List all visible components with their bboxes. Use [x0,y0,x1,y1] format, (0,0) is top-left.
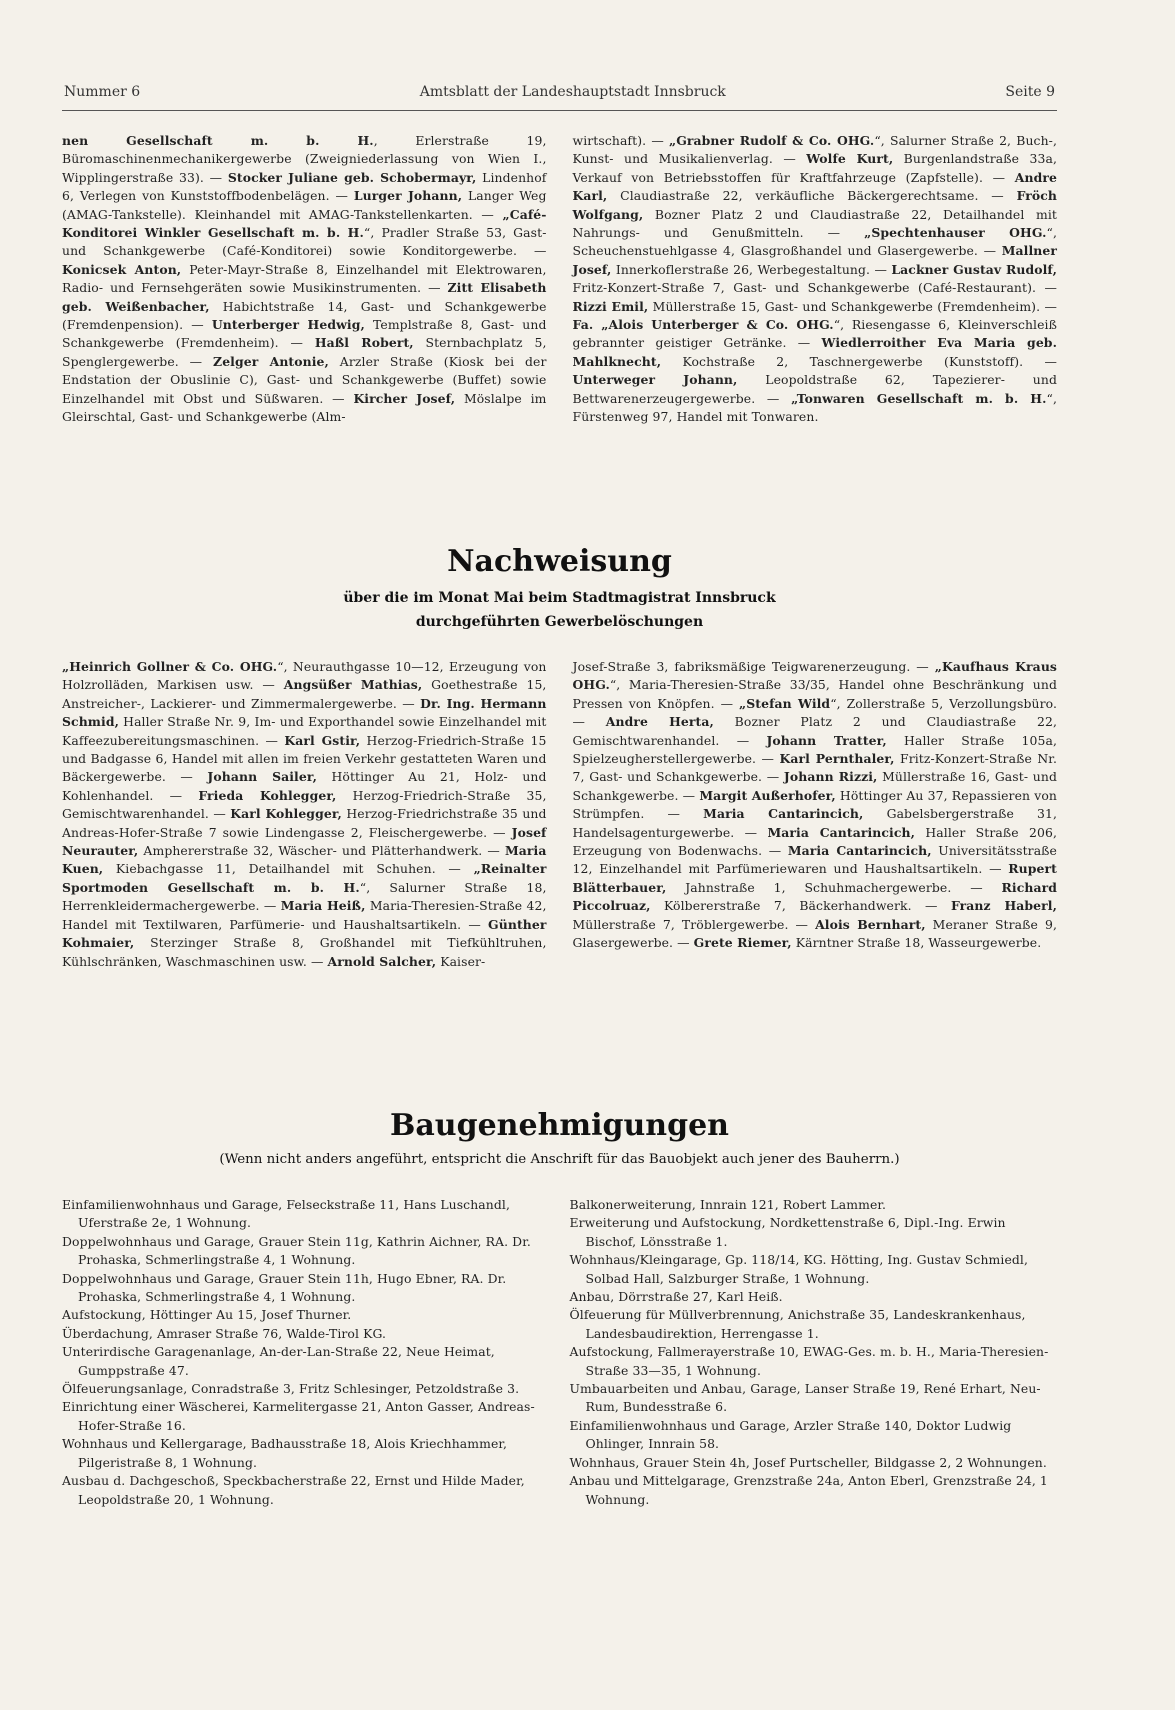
permit-entry: Einrichtung einer Wäscherei, Karmelitergasse 21, Anton Gasser, Andreas-Hofer-Straße 16. [62,1399,535,1433]
entry-name: Andre Herta, [605,714,714,730]
entry-name: Karl Gstir, [284,732,361,748]
section-subtitle-line2: durchgeführten Gewerbelöschungen [415,614,704,630]
permit-entry: Umbauarbeiten und Anbau, Garage, Lanser Straße 19, René Erhart, Neu-Rum, Bundesstraße 6. [569,1381,1041,1415]
permit-entry: Wohnhaus, Grauer Stein 4h, Josef Purtscheller, Bildgasse 2, 2 Wohnungen. [569,1454,1047,1470]
entry-text: Fritz-Konzert-Straße Nr. 7, Gast- und Schankgewerbe. — [572,751,1057,785]
permit-entry: Erweiterung und Aufstockung, Nordkettenstraße 6, Dipl.-Ing. Erwin Bischof, Lönsstraße 1. [569,1215,1006,1249]
entry-name: Lurger Johann, [353,188,463,204]
entry-text: wirtschaft). — [572,133,669,148]
entry-text: Sterzinger Straße 8, Großhandel mit Tiefkühltruhen, Kühlschränken, Waschmaschinen usw. — [62,935,547,969]
entry-name: Margit Außerhofer, [699,787,836,803]
entry-text: Kochstraße 2, Taschnergewerbe (Kunststoff). — [661,353,1057,369]
entry-text: Leopoldstraße 62, Tapezierer- und Bettwarenerzeugergewerbe. — [572,372,1057,406]
permit-entry: Ölfeuerung für Müllverbrennung, Anichstraße 35, Landeskrankenhaus, Landesbaudirektion, Herrengasse 1. [569,1307,1026,1341]
entry-text: Innerkoflerstraße 26, Werbegestaltung. — [611,261,892,277]
permit-entry: Aufstockung, Fallmerayerstraße 10, EWAG-Ges. m. b. H., Maria-Theresien-Straße 33—35, 1 Wohnung. [569,1344,1049,1378]
entry-name: „Spechtenhauser OHG. [864,225,1047,241]
entry-name: Franz Haberl, [950,898,1057,914]
permit-entry: Einfamilienwohnhaus und Garage, Felseckstraße 11, Hans Luschandl, Uferstraße 2e, 1 Wohnung. [62,1197,510,1231]
entry-name: „Kaufhaus Kraus OHG. [572,659,1057,693]
entry-name: nen Gesellschaft m. b. H. [62,133,374,148]
entry-text: “, Pradler Straße 53, Gast- und Schankgewerbe (Café-Konditorei) sowie Konditorgewerbe. — [62,225,547,259]
entry-text: Möslalpe im Gleirschtal, Gast- und Schankgewerbe (Alm- [62,390,547,425]
entry-text: Arzler Straße (Kiosk bei der Endstation der Obuslinie C), Gast- und Schankgewerbe (Buffet) sowie Einzelhandel mit Obst und Süßwaren. — [62,353,547,406]
entry-name: „Grabner Rudolf & Co. OHG. [669,133,875,148]
entry-text: Universitätsstraße 12, Einzelhandel mit Parfümeriewaren und Haushaltsartikeln. — [572,843,1057,877]
section-title-nachweisung: Nachweisung [447,544,672,579]
deletions-right-column [573,658,1058,1058]
entry-text: Bozner Platz 2 und Claudiastraße 22, Detailhandel mit Nahrungs- und Genußmitteln. — [572,206,1057,241]
entry-text: Höttinger Au 21, Holz- und Kohlenhandel. — [62,769,547,803]
permit-entry: Aufstockung, Höttinger Au 15, Josef Thurner. [62,1307,352,1323]
permit-entry: Balkonerweiterung, Innrain 121, Robert Lammer. [569,1197,887,1212]
entry-text: Templstraße 8, Gast- und Schankgewerbe (Fremdenheim). — [62,317,547,351]
entry-name: „Stefan Wild [738,695,831,711]
entry-name: Dr. Ing. Hermann Schmid, [62,695,547,730]
entry-text: Sternbachplatz 5, Spenglergewerbe. — [62,335,547,369]
entry-name: Karl Kohlegger, [230,806,342,822]
permit-entry: Ausbau d. Dachgeschoß, Speckbacherstraße 22, Ernst und Hilde Mader, Leopoldstraße 20, 1 Wohnung. [62,1473,525,1507]
section-subtitle-line1: über die im Monat Mai beim Stadtmagistrat Innsbruck [343,590,776,606]
entry-name: Maria Cantarincich, [767,824,916,840]
registrations-left-column [62,132,547,500]
permits-left-column [62,1196,550,1596]
entry-text: Claudiastraße 22, verkäufliche Bäckergerechtsame. — [607,188,1017,204]
entry-name: Johann Sailer, [207,769,317,785]
entry-name: Rupert Blätterbauer, [572,861,1057,895]
entry-name: Arnold Salcher, [327,953,437,969]
permit-entry: Einfamilienwohnhaus und Garage, Arzler Straße 140, Doktor Ludwig Ohlinger, Innrain 58. [569,1417,1012,1452]
entry-name: Zelger Antonie, [213,353,329,369]
registrations-columns [62,132,1057,500]
entry-name: Mallner Josef, [572,243,1057,277]
entry-text: Gabelsbergerstraße 31, Handelsagenturgewerbe. — [572,806,1058,840]
entry-name: Wolfe Kurt, [806,151,894,167]
publication-title: Amtsblatt der Landeshauptstadt Innsbruck [419,84,726,100]
entry-text: Herzog-Friedrich-Straße 35, Gemischtwarenhandel. — [62,787,547,822]
entry-name: Alois Bernhart, [815,916,926,932]
entry-name: Maria Cantarincich, [703,806,864,822]
entry-text: Herzog-Friedrich-Straße 15 und Badgasse 6, Handel mit allen im freien Verkehr gestatteten Waren und Bäckergewerbe. — [62,732,547,785]
entry-text: Bozner Platz 2 und Claudiastraße 22, Gemischtwarenhandel. — [572,714,1057,748]
permits-columns [62,1196,1057,1596]
entry-text: Kiebachgasse 11, Detailhandel mit Schuhen. — [103,861,474,877]
permit-entry: Anbau, Dörrstraße 27, Karl Heiß. [569,1289,783,1305]
header-rule [62,110,1057,111]
entry-text: Haller Straße Nr. 9, Im- und Exporthandel sowie Einzelhandel mit Kaffeezubereitungsmaschinen. — [62,714,547,748]
entry-text: “, Salurner Straße 2, Buch-, Kunst- und Musikalienverlag. — [572,133,1057,167]
deletions-columns [62,658,1057,1058]
permit-entry: Doppelwohnhaus und Garage, Grauer Stein 11h, Hugo Ebner, RA. Dr. Prohaska, Schmerlingstraße 4, 1 Wohnung. [62,1270,507,1305]
entry-name: Frieda Kohlegger, [198,787,337,803]
issue-number: Nummer 6 [64,84,141,100]
entry-text: Peter-Mayr-Straße 8, Einzelhandel mit Elektrowaren, Radio- und Fernsehgeräten sowie Musikinstrumenten. — [62,261,547,296]
entry-name: Johann Rizzi, [783,769,878,785]
entry-name: Lackner Gustav Rudolf, [891,261,1058,277]
entry-name: Johann Tratter, [766,732,887,748]
entry-name: Josef Neurauter, [62,824,547,859]
entry-text: Müllerstraße 7, Tröblergewerbe. — [572,916,816,932]
entry-text: Jahnstraße 1, Schuhmachergewerbe. — [666,879,1002,895]
entry-text: Habichtstraße 14, Gast- und Schankgewerbe (Fremdenpension). — [62,298,547,333]
entry-text: “, Salurner Straße 18, Herrenkleidermachergewerbe. — [62,879,547,914]
permit-entry: Wohnhaus/Kleingarage, Gp. 118/14, KG. Hötting, Ing. Gustav Schmiedl, Solbad Hall, Salzburger Straße, 1 Wohnung. [569,1252,1029,1286]
entry-name: „Café-Konditorei Winkler Gesellschaft m. b. H. [62,206,547,241]
entry-name: Konicsek Anton, [62,261,182,277]
permits-right-column [570,1196,1058,1596]
entry-name: Stocker Juliane geb. Schobermayr, [227,169,477,185]
entry-name: Andre Karl, [572,169,1057,204]
entry-text: Burgenlandstraße 33a, Verkauf von Betriebsstoffen für Kraftfahrzeuge (Zapfstelle). — [572,151,1057,185]
running-header [64,84,1055,100]
entry-text: “, Riesengasse 6, Kleinverschleiß gebrannter geistiger Getränke. — [572,317,1057,351]
permit-entry: Doppelwohnhaus und Garage, Grauer Stein 11g, Kathrin Aichner, RA. Dr. Prohaska, Schmerlingstraße 4, 1 Wohnung. [62,1233,531,1268]
section-title-baugenehmigungen: Baugenehmigungen [390,1108,729,1143]
entry-text: Josef-Straße 3, fabriksmäßige Teigwarenerzeugung. — [572,659,935,674]
entry-name: Fröch Wolfgang, [572,188,1057,222]
permit-entry: Überdachung, Amraser Straße 76, Walde-Tirol KG. [62,1325,387,1341]
entry-text: Höttinger Au 37, Repassieren von Strümpfen. — [572,787,1057,822]
entry-name: „Reinalter Sportmoden Gesellschaft m. b. H. [62,861,547,895]
entry-text: “, Maria-Theresien-Straße 33/35, Handel ohne Beschränkung und Pressen von Knöpfen. — [572,677,1057,711]
entry-text: Müllerstraße 16, Gast- und Schankgewerbe. — [572,769,1057,803]
entry-name: „Heinrich Gollner & Co. OHG. [62,659,278,674]
entry-name: Grete Riemer, [693,935,792,951]
entry-text: Kärntner Straße 18, Wasseurgewerbe. [791,935,1042,951]
entry-text: Langer Weg (AMAG-Tankstelle). Kleinhandel mit AMAG-Tankstellenkarten. — [62,188,547,222]
registrations-right-column [573,132,1058,500]
entry-name: Rizzi Emil, [572,298,649,314]
entry-name: Angsüßer Mathias, [283,677,423,693]
entry-name: Zitt Elisabeth geb. Weißenbacher, [62,280,547,314]
section-subtitle-note: (Wenn nicht anders angeführt, entspricht die Anschrift für das Bauobjekt auch jener des Bauherrn.) [219,1152,900,1167]
entry-name: Richard Piccolruaz, [572,879,1057,914]
entry-text: Müllerstraße 15, Gast- und Schankgewerbe (Fremdenheim). — [648,298,1057,314]
entry-name: „Tonwaren Gesellschaft m. b. H. [791,390,1047,406]
permit-entry: Anbau und Mittelgarage, Grenzstraße 24a, Anton Eberl, Grenzstraße 24, 1 Wohnung. [569,1473,1048,1507]
permit-entry: Wohnhaus und Kellergarage, Badhausstraße 18, Alois Kriechhammer, Pilgeristraße 8, 1 Wohnung. [62,1436,508,1470]
entry-text: Fritz-Konzert-Straße 7, Gast- und Schankgewerbe (Café-Restaurant). — [572,280,1057,296]
entry-text: Maria-Theresien-Straße 42, Handel mit Textilwaren, Parfümerie- und Haushaltsartikeln. — [62,898,547,932]
entry-name: Haßl Robert, [314,335,414,351]
page-number: Seite 9 [1005,84,1055,100]
entry-name: Maria Heiß, [280,898,366,914]
entry-name: Unterberger Hedwig, [211,317,365,333]
entry-name: Wiedlerroither Eva Maria geb. Mahlknecht, [572,335,1057,369]
entry-name: Fa. „Alois Unterberger & Co. OHG. [572,317,834,333]
entry-text: Haller Straße 105a, Spielzeugherstellergewerbe. — [572,732,1057,767]
entry-name: Maria Cantarincich, [787,843,932,859]
entry-text: , Erlerstraße 19, Büromaschinenmechanikergewerbe (Zweigniederlassung von Wien I., Wipplingerstraße 33). — [62,133,547,185]
entry-name: Karl Pernthaler, [779,751,895,767]
entry-text: Kaiser- [436,953,486,969]
permit-entry: Unterirdische Garagenanlage, An-der-Lan-Straße 22, Neue Heimat, Gumppstraße 47. [62,1344,495,1378]
entry-text: Herzog-Friedrichstraße 35 und Andreas-Hofer-Straße 7 sowie Lindengasse 2, Fleischergewerbe. — [62,806,547,840]
entry-text: Lindenhof 6, Verlegen von Kunststoffbodenbelägen. — [62,169,547,204]
entry-name: Günther Kohmaier, [62,916,547,951]
entry-text: Goethestraße 15, Anstreicher-, Lackierer- und Zimmermalergewerbe. — [62,677,547,711]
entry-text: “, Fürstenweg 97, Handel mit Tonwaren. [572,390,1057,425]
entry-text: “, Zollerstraße 5, Verzollungsbüro. — [572,695,1057,730]
entry-text: Haller Straße 206, Erzeugung von Bodenwachs. — [572,824,1058,859]
entry-name: Maria Kuen, [62,843,547,877]
entry-text: Amphererstraße 32, Wäscher- und Plätterhandwerk. — [138,843,505,859]
entry-text: “, Scheuchenstuehlgasse 4, Glasgroßhandel und Glasergewerbe. — [572,225,1057,259]
entry-name: Kircher Josef, [353,390,456,406]
entry-text: Meraner Straße 9, Glasergewerbe. — [572,916,1057,951]
deletions-left-column [62,658,547,1058]
entry-text: Kölbererstraße 7, Bäckerhandwerk. — [650,898,951,914]
entry-name: Unterweger Johann, [572,372,738,388]
permit-entry: Ölfeuerungsanlage, Conradstraße 3, Fritz Schlesinger, Petzoldstraße 3. [62,1381,520,1397]
entry-text: “, Neurauthgasse 10—12, Erzeugung von Holzrolläden, Markisen usw. — [62,659,547,693]
